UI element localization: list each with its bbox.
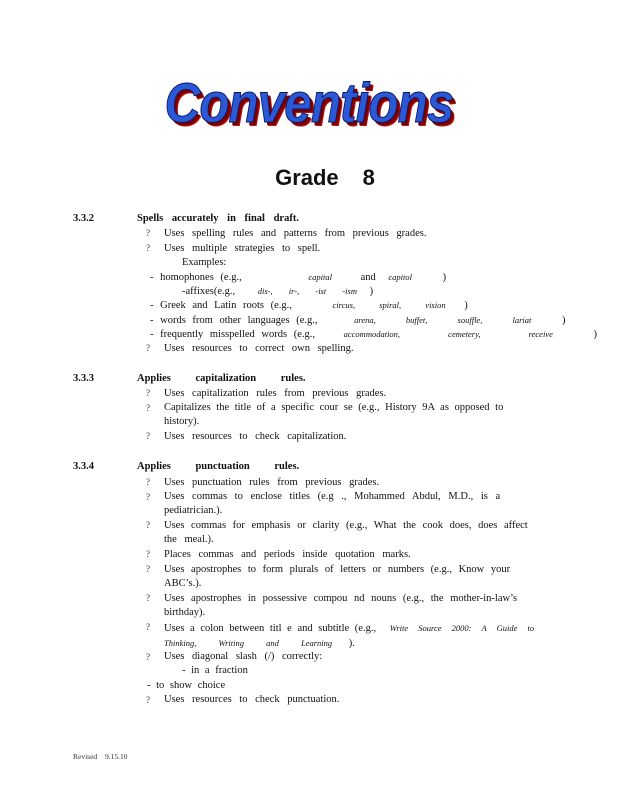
bullet-text: Uses resources to check punctuation.: [164, 694, 340, 705]
revised-date: Revised 9.15.10: [73, 752, 128, 761]
bullet-text-cont: birthday).: [164, 607, 206, 618]
bullet-text: Uses capitalization rules from previous grades.: [164, 388, 387, 399]
bullet-text: Uses apostrophes in possessive compou nd nouns (e.g., the mother-in-law’s: [164, 593, 518, 604]
bullet-text-cont: Thinking, Writing and Learning ).: [164, 638, 355, 649]
bullet-text-cont: history).: [164, 416, 200, 427]
section-number: 3.3.3: [73, 373, 94, 384]
bullet-text: Places commas and periods inside quotation marks.: [164, 549, 411, 560]
bullet-text: Uses spelling rules and patterns from previous grades.: [164, 228, 427, 239]
grade-number: 8: [362, 165, 375, 190]
bullet-text: Uses punctuation rules from previous grades.: [164, 477, 380, 488]
bullet-text: Uses a colon between titl e and subtitle (e.g., Write Source 2000: A Guide to: [164, 623, 535, 634]
bullet-marker: ?: [146, 652, 150, 662]
bullet-marker: ?: [146, 520, 150, 530]
bullet-marker: ?: [146, 403, 150, 413]
bullet-marker: ?: [146, 622, 150, 632]
example-affixes: -affixes(e.g., dis-, ir-, -ist -ism ): [182, 286, 374, 297]
grade-label: Grade: [275, 165, 339, 190]
example-homophones: - homophones (e.g., capital and capitol ): [150, 272, 447, 283]
example-other-languages: - words from other languages (e.g., arena, buffet, souffle, lariat ): [150, 315, 566, 326]
bullet-text-cont: the meal.).: [164, 534, 214, 545]
bullet-text: Uses resources to correct own spelling.: [164, 343, 354, 354]
section-number: 3.3.4: [73, 461, 94, 472]
grade-heading: [0, 164, 618, 192]
bullet-marker: ?: [146, 492, 150, 502]
bullet-marker: ?: [146, 431, 150, 441]
bullet-text: Uses resources to check capitalization.: [164, 431, 347, 442]
bullet-text: Uses commas to enclose titles (e.g ., Mohammed Abdul, M.D., is a: [164, 491, 501, 502]
bullet-marker: ?: [146, 564, 150, 574]
bullet-text: Uses commas for emphasis or clarity (e.g., What the cook does, does affect: [164, 520, 528, 531]
bullet-marker: ?: [146, 593, 150, 603]
bullet-marker: ?: [146, 695, 150, 705]
section-number: 3.3.2: [73, 213, 94, 224]
sub-item: - to show choice: [147, 680, 226, 691]
bullet-text: Uses multiple strategies to spell.: [164, 243, 321, 254]
bullet-text: Uses diagonal slash (/) correctly:: [164, 651, 323, 662]
bullet-marker: ?: [146, 343, 150, 353]
bullet-marker: ?: [146, 388, 150, 398]
conventions-title: Conventions: [164, 71, 454, 134]
example-misspelled: - frequently misspelled words (e.g., accommodation, cemetery, receive ): [150, 329, 597, 340]
bullet-marker: ?: [146, 477, 150, 487]
bullet-text-cont: pediatrician.).: [164, 505, 223, 516]
examples-label: Examples:: [182, 257, 227, 268]
bullet-text-cont: ABC’s.).: [164, 578, 202, 589]
bullet-marker: ?: [146, 228, 150, 238]
section-title: Applies capitalization rules.: [137, 373, 306, 384]
bullet-marker: ?: [146, 243, 150, 253]
sub-item: - in a fraction: [182, 665, 248, 676]
example-greek-latin: - Greek and Latin roots (e.g., circus, spiral, vision ): [150, 300, 468, 311]
bullet-text: Capitalizes the title of a specific cour se (e.g., History 9A as opposed to: [164, 402, 504, 413]
bullet-text: Uses apostrophes to form plurals of letters or numbers (e.g., Know your: [164, 564, 511, 575]
section-title: Spells accurately in final draft.: [137, 213, 299, 224]
bullet-marker: ?: [146, 549, 150, 559]
section-title: Applies punctuation rules.: [137, 461, 300, 472]
